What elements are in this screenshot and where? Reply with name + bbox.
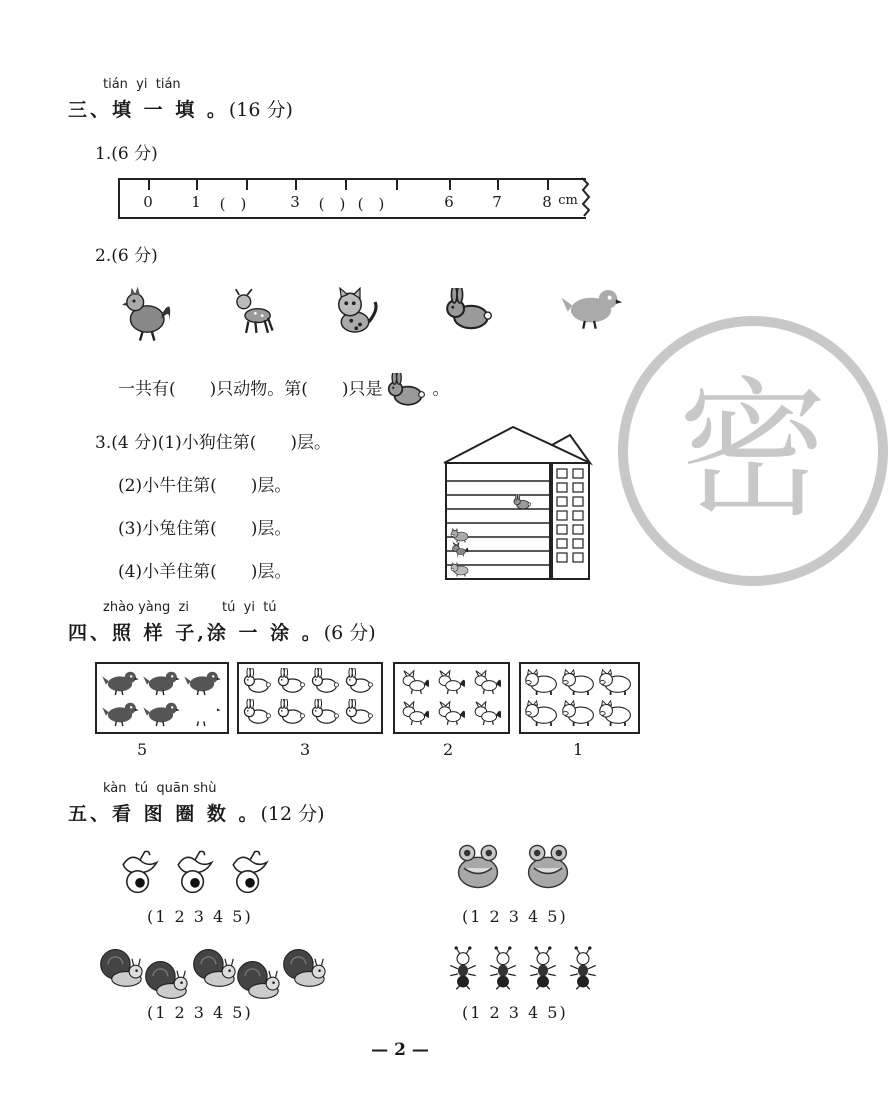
deer-icon: [230, 285, 276, 337]
snail-icon: [140, 956, 190, 1002]
page-number: — 2 —: [371, 1040, 429, 1060]
ant-icon: [526, 943, 560, 993]
section4-points: (6 分): [323, 622, 376, 644]
rabbit-icon[interactable]: [276, 668, 309, 695]
fox-icon[interactable]: [399, 668, 432, 695]
coloring-box-birds: [95, 662, 229, 734]
fox-icon[interactable]: [435, 668, 468, 695]
section3-title: 三、填 一 填 。: [68, 99, 229, 121]
ruler-number: 7: [492, 193, 502, 211]
ruler-tick: [196, 180, 198, 190]
pig-icon[interactable]: [524, 668, 560, 695]
q3-line4: (4)小羊住第( )层。: [118, 562, 292, 582]
q1-label: 1.(6 分): [95, 144, 158, 164]
ant-icon: [446, 943, 480, 993]
ruler-number: 3: [290, 193, 300, 211]
ant-icon: [486, 943, 520, 993]
ruler-tick: [396, 180, 398, 190]
ruler-number: 0: [143, 193, 153, 211]
count-rabbits: 3: [300, 740, 311, 759]
section3-pinyin: tián yi tián: [103, 77, 181, 92]
cat-icon: [330, 287, 380, 337]
section4-pinyin: zhào yàng zi tú yi tú: [103, 600, 277, 615]
rabbit-icon[interactable]: [242, 668, 275, 695]
ruler-blank[interactable]: ( ): [357, 195, 385, 213]
rooster-icon: [115, 283, 177, 343]
section3-heading: [68, 95, 293, 122]
fox-icon[interactable]: [471, 699, 504, 726]
q3-line1: 3.(4 分)(1)小狗住第( )层。: [95, 433, 332, 453]
coloring-box-pigs[interactable]: [519, 662, 640, 734]
ruler-tick: [497, 180, 499, 190]
q2-sentence-end: 。: [432, 379, 450, 400]
building-sheep-icon: [450, 561, 470, 577]
bird-icon: [142, 699, 180, 727]
q2-sentence-text: 一共有( )只动物。第( )只是: [118, 379, 383, 400]
goose-icon: [170, 848, 220, 896]
ruler-number: 1: [191, 193, 201, 211]
coloring-box-rabbits[interactable]: [237, 662, 383, 734]
ruler-blank[interactable]: ( ): [318, 195, 346, 213]
rabbit-icon[interactable]: [310, 668, 343, 695]
frog-icon: [520, 840, 576, 894]
q2-label: 2.(6 分): [95, 246, 158, 266]
rabbit-icon[interactable]: [344, 668, 377, 695]
rabbit-icon[interactable]: [310, 699, 343, 726]
count-pigs: 1: [573, 740, 584, 759]
bird-icon: [183, 668, 221, 696]
bird-icon: [560, 283, 622, 331]
ruler-blank[interactable]: ( ): [219, 195, 247, 213]
ant-icon: [566, 943, 600, 993]
bird-icon: [183, 699, 221, 727]
ruler-number: 8: [542, 193, 552, 211]
q2-sentence: [118, 373, 450, 407]
ruler-tick: [547, 180, 549, 190]
section4-heading: [68, 618, 376, 645]
confidential-stamp: [618, 316, 888, 586]
pig-icon[interactable]: [598, 699, 634, 726]
pig-icon[interactable]: [598, 668, 634, 695]
frog-icon: [450, 840, 506, 894]
coloring-box-foxes[interactable]: [393, 662, 510, 734]
snail-icon: [278, 944, 328, 990]
rabbit-icon[interactable]: [242, 699, 275, 726]
ruler-tick: [246, 180, 248, 190]
section5-title: 五、看 图 圈 数 。: [68, 803, 261, 825]
section5-pinyin: kàn tú quān shù: [103, 781, 217, 796]
count-foxes: 2: [443, 740, 454, 759]
ruler-tick: [295, 180, 297, 190]
goose-icon: [115, 848, 165, 896]
pig-icon[interactable]: [561, 699, 597, 726]
ruler-tick: [345, 180, 347, 190]
section5-points: (12 分): [260, 803, 325, 825]
bird-icon: [142, 668, 180, 696]
snail-icon: [188, 944, 238, 990]
bird-icon: [101, 668, 139, 696]
goose-icon: [225, 848, 275, 896]
section4-title: 四、照 样 子,涂 一 涂 。: [68, 622, 324, 644]
building-dog-icon: [450, 541, 470, 557]
ruler-number: 6: [444, 193, 454, 211]
rabbit-icon[interactable]: [276, 699, 309, 726]
count-birds: 5: [137, 740, 148, 759]
bird-icon: [101, 699, 139, 727]
pig-icon[interactable]: [524, 699, 560, 726]
ruler: [118, 178, 586, 219]
fox-icon[interactable]: [399, 699, 432, 726]
stamp-character: 密: [677, 364, 828, 538]
ruler-unit: cm: [558, 193, 578, 208]
ruler-tick: [148, 180, 150, 190]
snail-icon: [232, 956, 282, 1002]
ruler-tick: [449, 180, 451, 190]
choice-frogs[interactable]: (1 2 3 4 5): [462, 907, 568, 926]
building-rabbit-icon: [512, 494, 534, 510]
rabbit-icon: [443, 288, 499, 332]
fox-icon[interactable]: [435, 699, 468, 726]
choice-snails[interactable]: (1 2 3 4 5): [147, 1003, 253, 1022]
q3-line2: (2)小牛住第( )层。: [118, 476, 292, 496]
fox-icon[interactable]: [471, 668, 504, 695]
pig-icon[interactable]: [561, 668, 597, 695]
section5-heading: [68, 799, 325, 826]
rabbit-inline-icon: [383, 373, 433, 407]
choice-geese[interactable]: (1 2 3 4 5): [147, 907, 253, 926]
snail-icon: [95, 944, 145, 990]
ruler-torn-edge: [580, 176, 594, 217]
q3-line3: (3)小兔住第( )层。: [118, 519, 292, 539]
choice-ants[interactable]: (1 2 3 4 5): [462, 1003, 568, 1022]
section3-points: (16 分): [228, 99, 293, 121]
rabbit-icon[interactable]: [344, 699, 377, 726]
